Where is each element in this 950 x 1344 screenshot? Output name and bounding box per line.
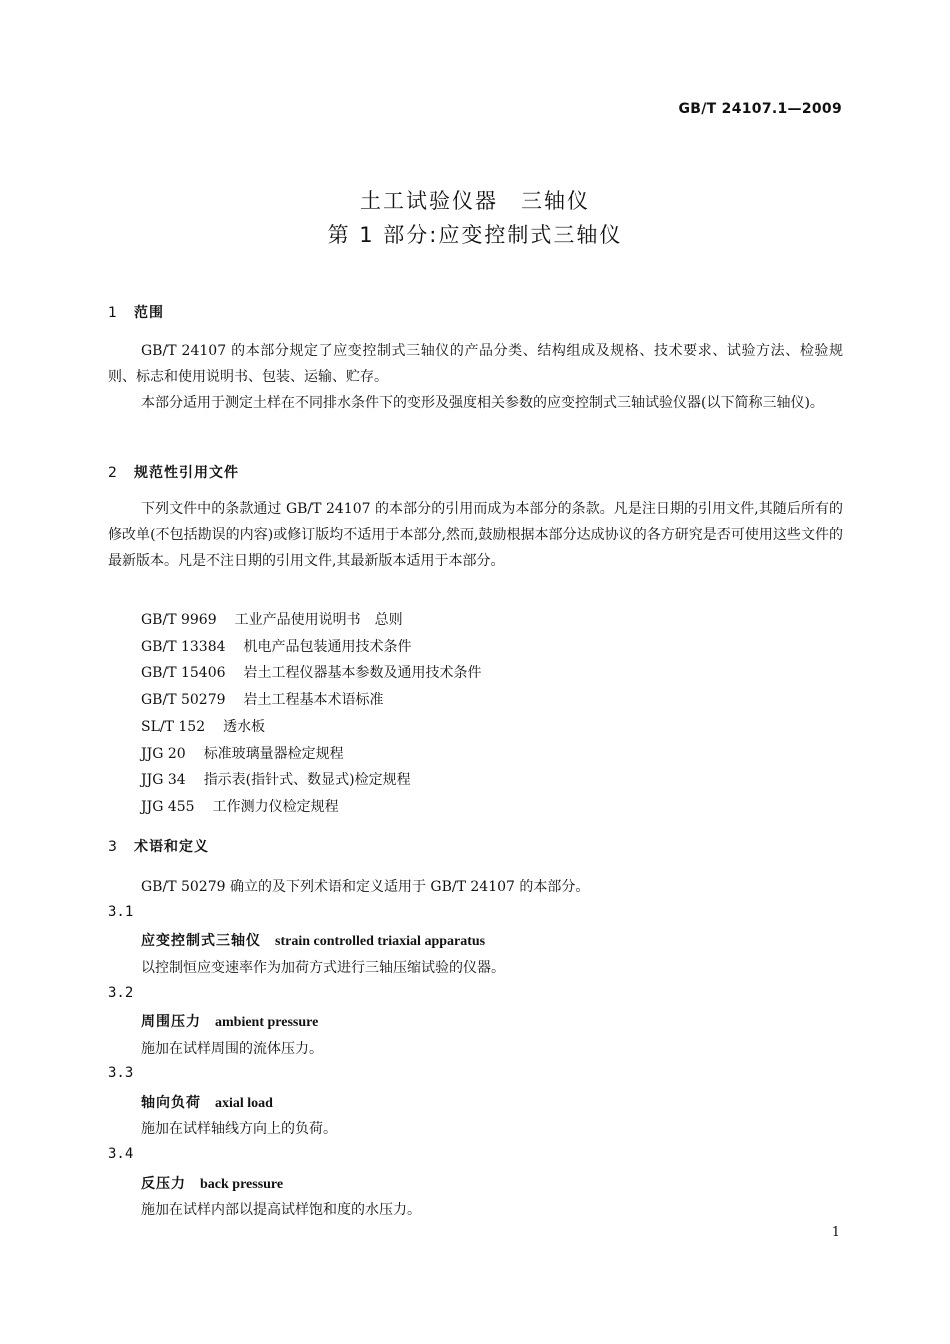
reference-code: JJG 34: [141, 772, 186, 788]
term-definition: 以控制恒应变速率作为加荷方式进行三轴压缩试验的仪器。: [141, 960, 505, 976]
section-3-paragraph-1: GB/T 50279 确立的及下列术语和定义适用于 GB/T 24107 的本部分。: [141, 879, 590, 895]
section-number: 3: [108, 839, 118, 855]
reference-item: [141, 662, 482, 682]
reference-title: 工业产品使用说明书 总则: [234, 612, 403, 628]
reference-item: [141, 689, 384, 709]
reference-code: SL/T 152: [141, 719, 206, 735]
reference-title: 岩土工程基本术语标准: [243, 692, 384, 708]
reference-item: [141, 609, 403, 629]
section-1-heading: [108, 302, 164, 322]
term-entry: [141, 1092, 273, 1112]
section-1-paragraph-2: 本部分适用于测定土样在不同排水条件下的变形及强度相关参数的应变控制式三轴试验仪器(以下简称三轴仪)。: [141, 395, 824, 411]
reference-code: GB/T 50279: [141, 692, 226, 708]
term-chinese: 轴向负荷: [141, 1095, 201, 1111]
document-title-line1: 土工试验仪器 三轴仪: [360, 189, 590, 213]
reference-code: GB/T 15406: [141, 665, 226, 681]
section-3-heading: [108, 836, 209, 856]
section-1-paragraph-1: GB/T 24107 的本部分规定了应变控制式三轴仪的产品分类、结构组成及规格、技术要求、试验方法、检验规则、标志和使用说明书、包装、运输、贮存。: [108, 343, 843, 385]
reference-title: 机电产品包装通用技术条件: [243, 639, 412, 655]
clause-number: 3.2: [108, 985, 134, 1001]
reference-title: 岩土工程仪器基本参数及通用技术条件: [243, 665, 482, 681]
term-chinese: 周围压力: [141, 1014, 201, 1030]
clause-number: 3.4: [108, 1146, 134, 1162]
page-number: 1: [831, 1225, 840, 1240]
term-entry: [141, 930, 485, 950]
section-title: 术语和定义: [134, 839, 209, 855]
clause-number: 3.1: [108, 904, 134, 920]
reference-code: GB/T 9969: [141, 612, 217, 628]
term-definition: 施加在试样周围的流体压力。: [141, 1041, 323, 1057]
section-number: 2: [108, 465, 118, 481]
reference-item: [141, 743, 344, 763]
clause-number: 3.3: [108, 1065, 134, 1081]
reference-title: 标准玻璃量器检定规程: [203, 746, 344, 762]
reference-item: [141, 769, 411, 789]
term-entry: [141, 1173, 283, 1193]
reference-title: 工作测力仪检定规程: [212, 799, 339, 815]
term-definition: 施加在试样轴线方向上的负荷。: [141, 1121, 337, 1137]
reference-code: GB/T 13384: [141, 639, 226, 655]
section-title: 范围: [134, 305, 164, 321]
reference-code: JJG 455: [141, 799, 195, 815]
document-title-line2: 第 1 部分:应变控制式三轴仪: [327, 223, 623, 247]
term-english: back pressure: [200, 1177, 284, 1192]
standard-code: GB/T 24107.1—2009: [678, 101, 842, 117]
term-definition: 施加在试样内部以提高试样饱和度的水压力。: [141, 1202, 421, 1218]
term-chinese: 应变控制式三轴仪: [141, 933, 261, 949]
reference-item: [141, 636, 412, 656]
reference-item: [141, 716, 265, 736]
term-english: ambient pressure: [215, 1015, 319, 1030]
term-english: axial load: [215, 1096, 273, 1111]
term-entry: [141, 1011, 318, 1031]
section-number: 1: [108, 305, 118, 321]
reference-item: [141, 796, 339, 816]
section-2-paragraph-1: 下列文件中的条款通过 GB/T 24107 的本部分的引用而成为本部分的条款。凡是注日期的引用文件,其随后所有的修改单(不包括勘误的内容)或修订版均不适用于本部分,然而,鼓励根据本部分达成协议的各方研究是否可使用这些文件的最新版本。凡是不注日期的引用文件,其最新版本适用于本部分。: [108, 501, 843, 569]
reference-title: 透水板: [223, 719, 266, 735]
term-english: strain controlled triaxial apparatus: [275, 934, 486, 949]
section-2-heading: [108, 462, 239, 482]
reference-code: JJG 20: [141, 746, 186, 762]
section-title: 规范性引用文件: [134, 465, 239, 481]
reference-title: 指示表(指针式、数显式)检定规程: [203, 772, 411, 788]
term-chinese: 反压力: [141, 1176, 186, 1192]
